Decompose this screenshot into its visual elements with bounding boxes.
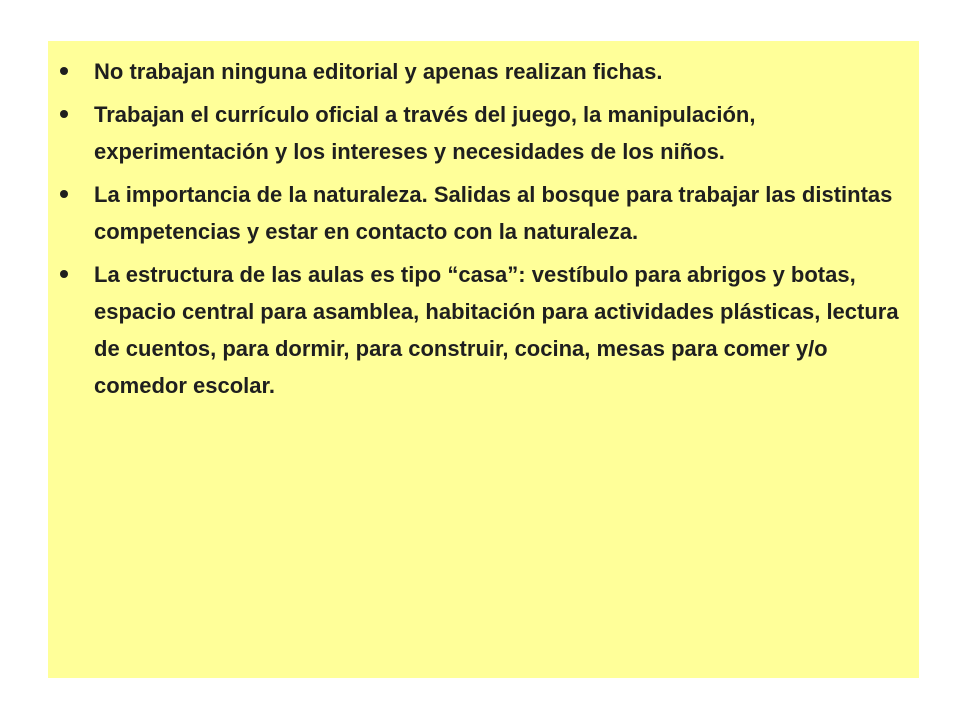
content-panel: [48, 41, 919, 678]
bullet-dot-icon: [60, 270, 68, 278]
bullet-item: [48, 256, 919, 404]
bullet-text: La estructura de las aulas es tipo “casa”: vestíbulo para abrigos y botas, espacio central para asamblea, habitación para actividades plásticas, lectura de cuentos, para dormir, para construir, cocina, mesas para comer y/o comedor escolar.: [94, 262, 899, 398]
bullet-text: Trabajan el currículo oficial a través del juego, la manipulación, experimentación y los intereses y necesidades de los niños.: [94, 102, 756, 164]
bullet-text: No trabajan ninguna editorial y apenas realizan fichas.: [94, 59, 663, 84]
bullet-dot-icon: [60, 67, 68, 75]
bullet-dot-icon: [60, 190, 68, 198]
bullet-item: [48, 53, 919, 90]
bullet-item: [48, 176, 919, 250]
bullet-text: La importancia de la naturaleza. Salidas al bosque para trabajar las distintas competencias y estar en contacto con la naturaleza.: [94, 182, 893, 244]
bullet-dot-icon: [60, 110, 68, 118]
bullet-list: [48, 53, 919, 410]
bullet-item: [48, 96, 919, 170]
